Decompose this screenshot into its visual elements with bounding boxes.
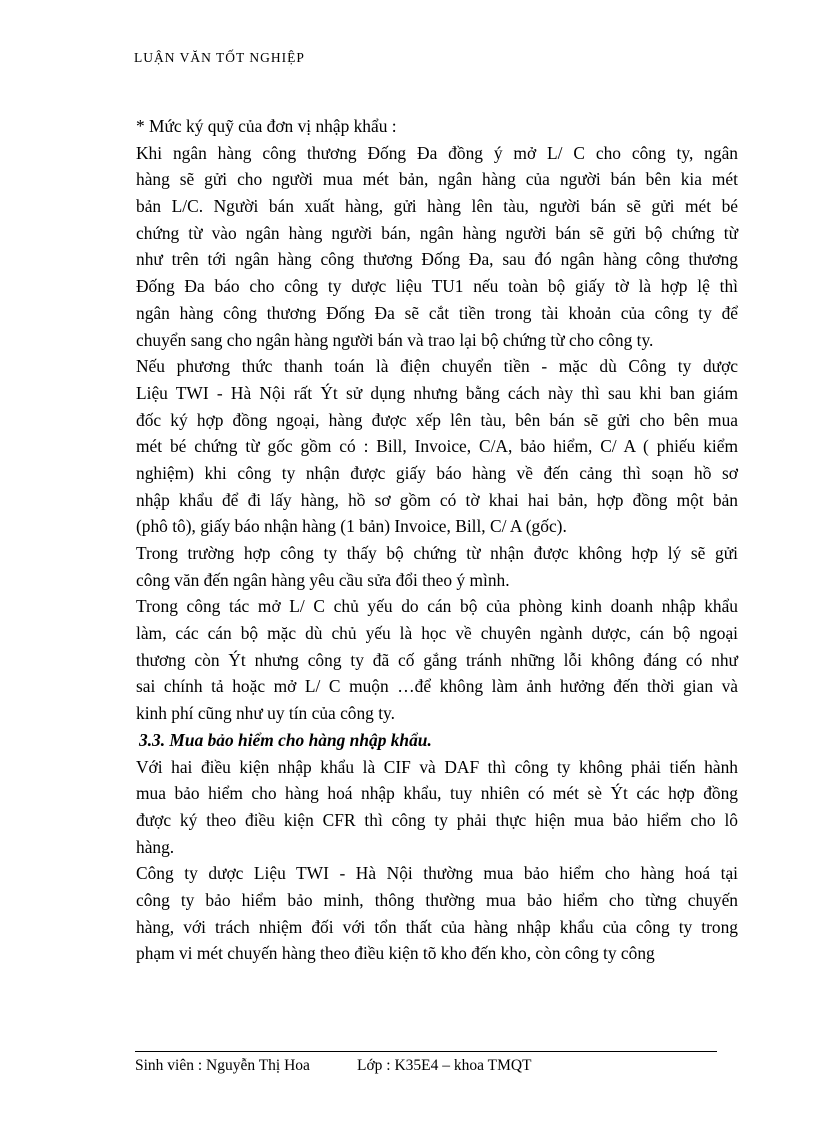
paragraph — [136, 353, 738, 540]
document-body — [136, 113, 738, 967]
text-line: Trong công tác mở L/ C chủ yếu do cán bộ của phòng kinh doanh nhập khẩu — [136, 596, 738, 617]
text-line: bản L/C. Người bán xuất hàng, gửi hàng lên tàu, người bán sẽ gửi mét bé — [136, 196, 738, 217]
footer-class: Lớp : K35E4 – khoa TMQT — [357, 1057, 532, 1074]
text-line: (phô tô), giấy báo nhận hàng (1 bản) Invoice, Bill, C/ A (gốc). — [136, 516, 567, 537]
page-footer — [135, 1057, 532, 1075]
text-line: đốc ký hợp đồng ngoại, hàng được xếp lên tàu, bên bán sẽ gửi cho bên mua — [136, 409, 738, 430]
text-line: làm, các cán bộ mặc dù chủ yếu là học về chuyên ngành dược, cán bộ ngoại — [136, 623, 738, 644]
text-line: sai chính tả hoặc mở L/ C muộn …để không làm ảnh hưởng đến thời gian và — [136, 676, 738, 697]
page-header: LUẬN VĂN TỐT NGHIỆP — [134, 50, 305, 65]
text-line: Liệu TWI - Hà Nội rất Ýt sử dụng nhưng bằng cách này thì sau khi ban giám — [136, 382, 738, 403]
paragraph — [136, 593, 738, 726]
text-line: thương còn Ýt nhưng công ty đã cố gắng tránh những lỗi không đáng có như — [136, 649, 738, 670]
text-line: Đống Đa báo cho công ty dược liệu TU1 nếu toàn bộ giấy tờ là hợp lệ thì — [136, 276, 738, 297]
paragraph — [136, 140, 738, 354]
text-line: phạm vi mét chuyến hàng theo điều kiện tõ kho đến kho, còn công ty công — [136, 943, 655, 964]
paragraph — [136, 754, 738, 861]
text-line: hàng. — [136, 836, 175, 857]
section-heading: 3.3. Mua bảo hiểm cho hàng nhập khẩu. — [139, 729, 432, 750]
text-line: Trong trường hợp công ty thấy bộ chứng từ nhận được không hợp lý sẽ gửi — [136, 543, 738, 563]
text-line: chuyển sang cho ngân hàng người bán và trao lại bộ chứng từ cho công ty. — [136, 329, 654, 350]
text-line: nhập khẩu để đi lấy hàng, hồ sơ gồm có tờ khai hai bản, hợp đồng một bản — [136, 489, 738, 510]
footer-student: Sinh viên : Nguyễn Thị Hoa — [135, 1057, 310, 1074]
text-line: mua bảo hiểm cho hàng hoá nhập khẩu, tuy nhiên có mét sè Ýt các hợp đồng — [136, 783, 738, 804]
text-line: * Mức ký quỹ của đơn vị nhập khẩu : — [136, 116, 397, 136]
text-line: được ký theo điều kiện CFR thì công ty phải thực hiện mua bảo hiểm cho lô — [136, 809, 738, 830]
text-line: hàng sẽ gửi cho người mua mét bản, ngân hàng của người bán bên kia mét — [136, 169, 738, 190]
text-line: nghiệm) khi công ty nhận được giấy báo hàng về đến cảng thì soạn hồ sơ — [136, 462, 738, 483]
text-line: kinh phí cũng như uy tín của công ty. — [136, 703, 395, 724]
text-line: như trên tới ngân hàng công thương Đống Đa, sau đó ngân hàng công thương — [136, 249, 738, 270]
text-line: chứng từ vào ngân hàng người bán, ngân hàng người bán sẽ gửi bộ chứng từ — [136, 222, 738, 243]
text-line: công văn đến ngân hàng yêu cầu sửa đổi theo ý mình. — [136, 569, 510, 590]
paragraph-group-1 — [136, 113, 738, 727]
text-line: Nếu phương thức thanh toán là điện chuyển tiền - mặc dù Công ty dược — [136, 356, 738, 377]
paragraph-group-2 — [136, 754, 738, 968]
footer-divider — [135, 1051, 717, 1052]
paragraph — [136, 540, 738, 593]
text-line: ngân hàng công thương Đống Đa sẽ cắt tiền trong tài khoản của công ty để — [136, 302, 738, 323]
text-line: Khi ngân hàng công thương Đống Đa đồng ý mở L/ C cho công ty, ngân — [136, 142, 738, 163]
text-line: Công ty dược Liệu TWI - Hà Nội thường mua bảo hiểm cho hàng hoá tại — [136, 863, 738, 884]
text-line: mét bé chứng từ gốc gồm có : Bill, Invoice, C/A, bảo hiểm, C/ A ( phiếu kiểm — [136, 436, 738, 457]
text-line: công ty bảo hiểm bảo minh, thông thường mua bảo hiểm cho từng chuyến — [136, 889, 738, 910]
paragraph — [136, 860, 738, 967]
text-line: hàng, với trách nhiệm đối với tổn thất của hàng nhập khẩu của công ty trong — [136, 916, 738, 937]
text-line: Với hai điều kiện nhập khẩu là CIF và DAF thì công ty không phải tiến hành — [136, 756, 738, 777]
paragraph — [136, 113, 738, 140]
